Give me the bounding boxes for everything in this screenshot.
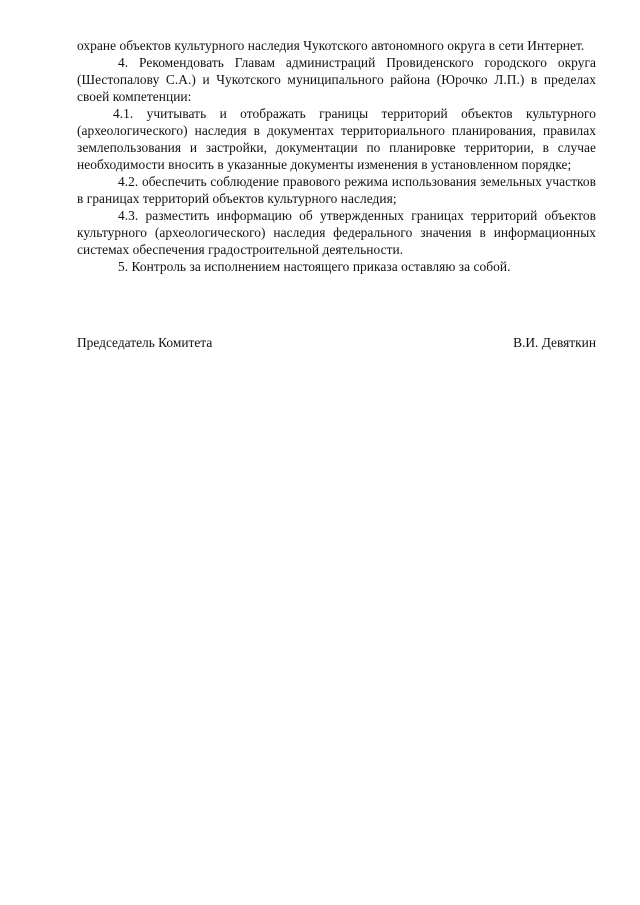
paragraph-item-4-1: 4.1. учитывать и отображать границы территорий объектов культурного (археологического) наследия в документах территориального планирования, правилах землепользования и застройки, документации по планировке территории, в случае необходимости вносить в указанные документы изменения в установленном порядке; xyxy=(77,106,596,172)
signature-block xyxy=(77,334,596,351)
paragraph-item-4-3: 4.3. разместить информацию об утвержденных границах территорий объектов культурного (археологического) наследия федерального значения в информационных системах обеспечения градостроительной деятельности. xyxy=(77,208,596,257)
paragraph-item-5: 5. Контроль за исполнением настоящего приказа оставляю за собой. xyxy=(118,259,511,274)
signatory-position: Председатель Комитета xyxy=(77,335,213,350)
signatory-name: В.И. Девяткин xyxy=(513,335,596,350)
paragraph-item-4: 4. Рекомендовать Главам администраций Провиденского городского округа (Шестопалову С.А.) и Чукотского муниципального района (Юрочко Л.П.) в пределах своей компетенции: xyxy=(77,55,596,104)
paragraph-continuation: охране объектов культурного наследия Чукотского автономного округа в сети Интернет. xyxy=(77,38,585,53)
document-body xyxy=(77,37,596,275)
paragraph-item-4-2: 4.2. обеспечить соблюдение правового режима использования земельных участков в границах территорий объектов культурного наследия; xyxy=(77,174,596,206)
